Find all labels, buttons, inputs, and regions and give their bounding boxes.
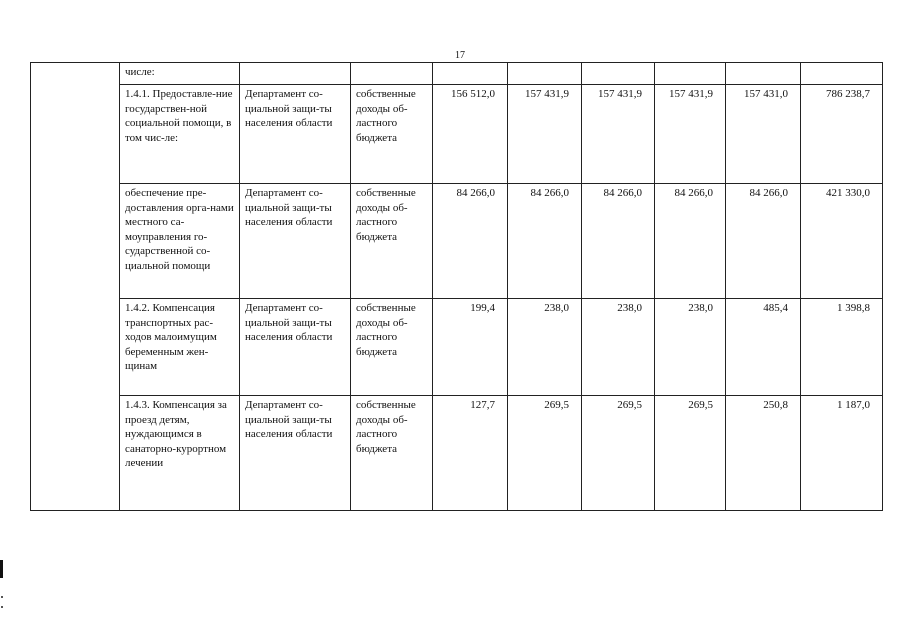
value-cell — [655, 63, 726, 85]
value-cell — [508, 63, 582, 85]
table-row — [31, 299, 883, 396]
source-cell — [351, 63, 433, 85]
value-cell — [726, 63, 801, 85]
table-row — [31, 396, 883, 511]
value-cell: 250,8 — [726, 396, 801, 511]
total-cell: 421 330,0 — [801, 184, 883, 299]
item-cell: 1.4.1. Предоставле-ние государствен-ной социальной помощи, в том чис-ле: — [120, 85, 240, 184]
value-cell — [582, 63, 655, 85]
total-cell: 1 187,0 — [801, 396, 883, 511]
scan-artifact-mark — [0, 560, 3, 578]
value-cell: 84 266,0 — [655, 184, 726, 299]
table-row-continuation — [31, 63, 883, 85]
value-cell: 485,4 — [726, 299, 801, 396]
value-cell: 156 512,0 — [433, 85, 508, 184]
value-cell: 238,0 — [508, 299, 582, 396]
item-cell: обеспечение пре-доставления орга-нами местного са-моуправления го-сударственной со-циальной помощи — [120, 184, 240, 299]
value-cell: 84 266,0 — [433, 184, 508, 299]
total-cell: 1 398,8 — [801, 299, 883, 396]
table-row — [31, 184, 883, 299]
value-cell — [433, 63, 508, 85]
value-cell: 157 431,9 — [508, 85, 582, 184]
table-row — [31, 85, 883, 184]
page-number: 17 — [455, 50, 465, 61]
executor-cell: Департамент со-циальной защи-ты населения области — [240, 85, 351, 184]
value-cell: 199,4 — [433, 299, 508, 396]
value-cell: 238,0 — [655, 299, 726, 396]
total-cell — [801, 63, 883, 85]
scan-artifact-dot — [1, 606, 3, 608]
value-cell: 238,0 — [582, 299, 655, 396]
source-cell: собственные доходы об-ластного бюджета — [351, 396, 433, 511]
executor-cell — [240, 63, 351, 85]
value-cell: 157 431,9 — [655, 85, 726, 184]
source-cell: собственные доходы об-ластного бюджета — [351, 184, 433, 299]
value-cell: 84 266,0 — [508, 184, 582, 299]
value-cell: 157 431,0 — [726, 85, 801, 184]
item-cell: 1.4.2. Компенсация транспортных рас-ходов малоимущим беременным жен-щинам — [120, 299, 240, 396]
executor-cell: Департамент со-циальной защи-ты населения области — [240, 184, 351, 299]
value-cell: 157 431,9 — [582, 85, 655, 184]
value-cell: 269,5 — [655, 396, 726, 511]
source-cell: собственные доходы об-ластного бюджета — [351, 299, 433, 396]
value-cell: 127,7 — [433, 396, 508, 511]
executor-cell: Департамент со-циальной защи-ты населения области — [240, 396, 351, 511]
budget-table — [30, 62, 883, 511]
value-cell: 84 266,0 — [726, 184, 801, 299]
executor-cell: Департамент со-циальной защи-ты населения области — [240, 299, 351, 396]
scan-artifact-dot — [1, 596, 3, 598]
value-cell: 84 266,0 — [582, 184, 655, 299]
blank-first-column — [31, 63, 120, 511]
item-cell: 1.4.3. Компенсация за проезд детям, нуждающимся в санаторно-курортном лечении — [120, 396, 240, 511]
value-cell: 269,5 — [508, 396, 582, 511]
total-cell: 786 238,7 — [801, 85, 883, 184]
source-cell: собственные доходы об-ластного бюджета — [351, 85, 433, 184]
item-cell: числе: — [120, 63, 240, 85]
value-cell: 269,5 — [582, 396, 655, 511]
